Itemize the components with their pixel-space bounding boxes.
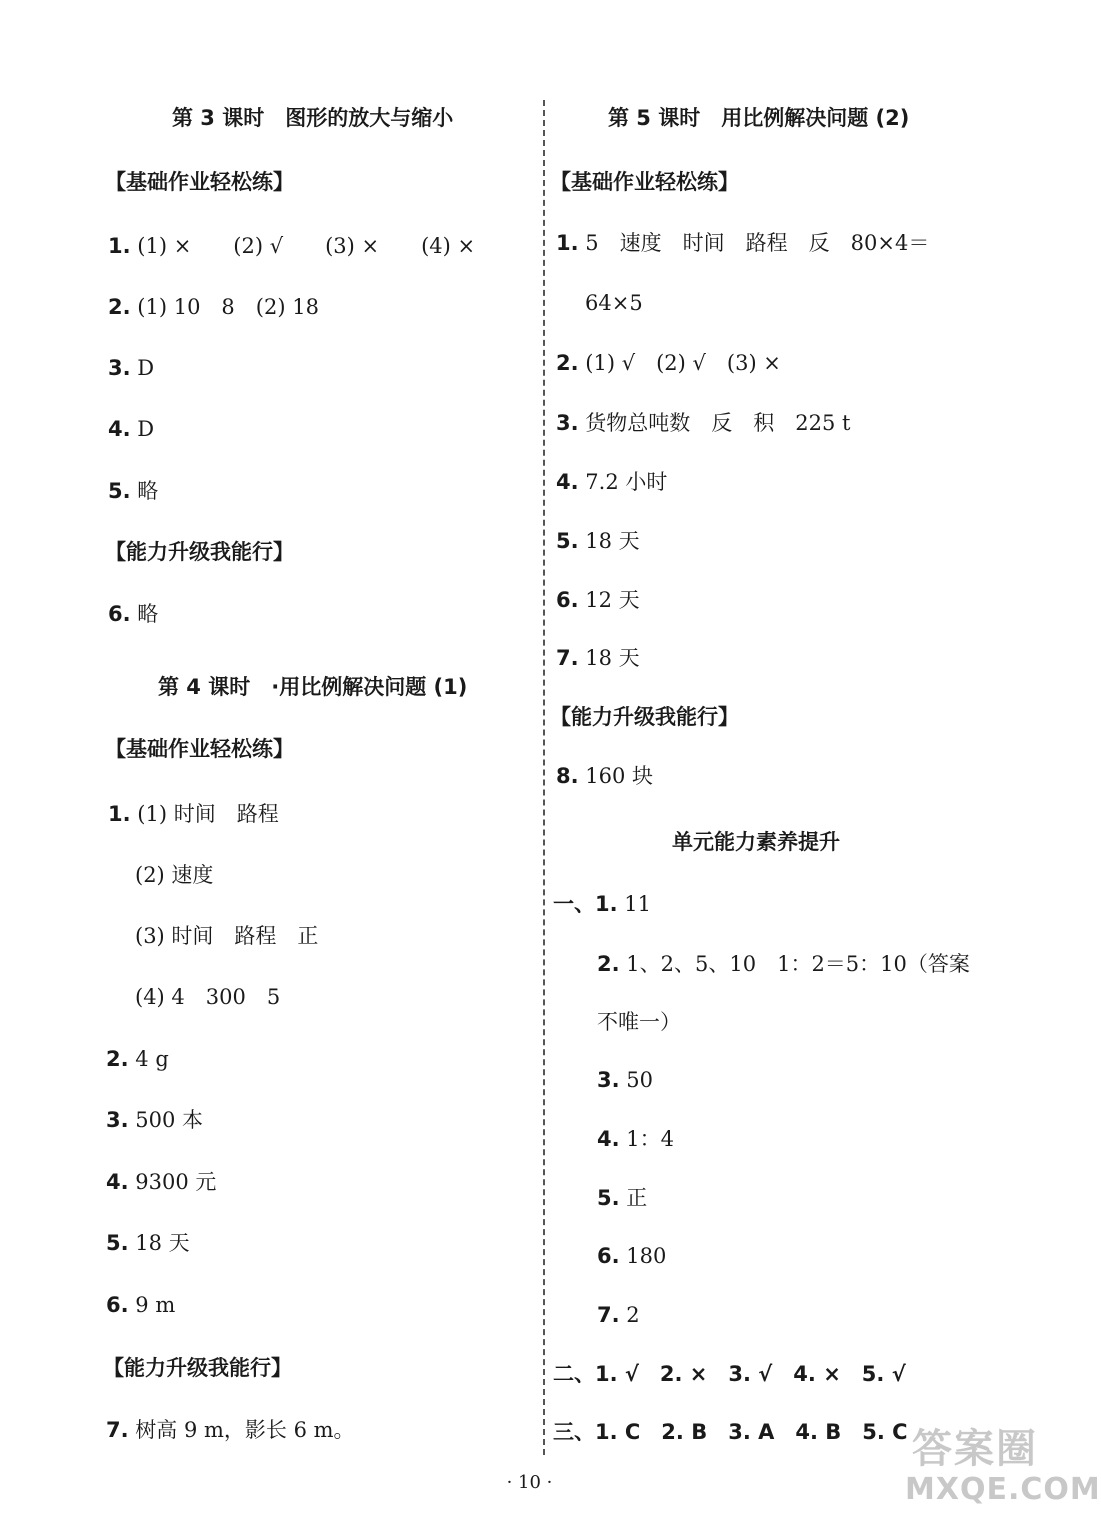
answer-text: (1) √ (2) √ (3) × <box>585 351 781 375</box>
question-number: 3. <box>556 411 579 435</box>
answer-text: 4 g <box>135 1047 169 1071</box>
page-number: · 10 · <box>506 1472 553 1493</box>
question-number: 5. <box>556 529 579 553</box>
l5-q7 <box>556 644 640 672</box>
l5-q1-cont: 64×5 <box>585 291 643 315</box>
lesson4-title: 第 4 课时 ·用比例解决问题 (1) <box>158 675 468 699</box>
l3-q2 <box>108 293 319 321</box>
answer-text: 正 <box>626 1186 648 1210</box>
question-number: 4. <box>108 417 131 441</box>
answer-text: 9300 元 <box>135 1170 217 1194</box>
question-number: 5. <box>106 1231 129 1255</box>
lesson4-basic-heading: 【基础作业轻松练】 <box>105 737 294 761</box>
question-number: 3. <box>106 1108 129 1132</box>
l3-q3 <box>108 354 154 382</box>
answer-text: 12 天 <box>585 588 640 612</box>
lesson3-ability-heading: 【能力升级我能行】 <box>105 540 294 564</box>
u1-q1 <box>553 890 651 918</box>
lesson4-ability-heading: 【能力升级我能行】 <box>103 1356 292 1380</box>
answer-text: 9 m <box>135 1293 176 1317</box>
answer-text: 5 速度 时间 路程 反 80×4＝ <box>585 231 930 255</box>
lesson3-basic-heading: 【基础作业轻松练】 <box>105 170 294 194</box>
l5-q1 <box>556 229 929 257</box>
question-number: 2. <box>556 351 579 375</box>
question-number: 4. <box>106 1170 129 1194</box>
l3-q1 <box>108 232 475 260</box>
l4-q3 <box>106 1106 203 1134</box>
answer-text: (1) × (2) √ (3) × (4) × <box>137 234 476 258</box>
question-number: 5. <box>597 1186 620 1210</box>
answer-text: 1、2、5、10 1：2＝5：10（答案 <box>626 952 970 976</box>
l4-q6 <box>106 1291 175 1319</box>
answer-text: D <box>137 417 155 441</box>
answer-text: (1) 10 8 (2) 18 <box>137 295 319 319</box>
l5-q5 <box>556 527 640 555</box>
answer-text: 50 <box>626 1068 654 1092</box>
l5-q8 <box>556 762 653 790</box>
answer-text: 2 <box>626 1303 640 1327</box>
question-number: 1. <box>108 802 131 826</box>
answer-text: 180 <box>626 1244 667 1268</box>
l4-q4 <box>106 1168 216 1196</box>
question-number: 6. <box>597 1244 620 1268</box>
column-divider <box>543 100 545 1455</box>
u1-q6 <box>597 1242 666 1270</box>
question-number: 3. <box>108 356 131 380</box>
l5-q4 <box>556 468 667 496</box>
question-number: 6. <box>556 588 579 612</box>
unit-title: 单元能力素养提升 <box>672 830 840 854</box>
answer-text: 500 本 <box>135 1108 204 1132</box>
watermark-text-top: 答案圈 <box>912 1426 1038 1472</box>
l4-q5 <box>106 1229 190 1257</box>
answer-text: 1：4 <box>626 1127 675 1151</box>
l5-q2 <box>556 349 781 377</box>
answer-text: 略 <box>137 602 159 626</box>
l5-q6 <box>556 586 640 614</box>
question-number: 3. <box>597 1068 620 1092</box>
answer-text: 7.2 小时 <box>585 470 668 494</box>
answer-text: D <box>137 356 155 380</box>
l4-q2 <box>106 1045 169 1073</box>
u3-answers: 三、1. C 2. B 3. A 4. B 5. C <box>553 1420 908 1444</box>
u1-q4 <box>597 1125 674 1153</box>
answer-text: 略 <box>137 479 159 503</box>
l4-q1-part3: (3) 时间 路程 正 <box>135 924 319 948</box>
l4-q7 <box>106 1416 355 1444</box>
question-number: 2. <box>597 952 620 976</box>
l3-q5 <box>108 477 158 505</box>
question-number: 6. <box>108 602 131 626</box>
question-number: 7. <box>106 1418 129 1442</box>
u1-q7 <box>597 1301 640 1329</box>
question-number: 4. <box>556 470 579 494</box>
u1-q3 <box>597 1066 653 1094</box>
watermark-logo <box>905 1426 1101 1526</box>
question-number: 一、1. <box>553 892 618 916</box>
question-number: 7. <box>597 1303 620 1327</box>
question-number: 2. <box>108 295 131 319</box>
question-number: 4. <box>597 1127 620 1151</box>
u1-q5 <box>597 1184 647 1212</box>
lesson5-title: 第 5 课时 用比例解决问题 (2) <box>608 106 910 130</box>
l4-q1-part4: (4) 4 300 5 <box>135 985 281 1009</box>
watermark-text-bottom: MXQE.COM <box>905 1472 1101 1507</box>
question-number: 5. <box>108 479 131 503</box>
l4-q1-part2: (2) 速度 <box>135 863 214 887</box>
answer-text: 18 天 <box>585 529 640 553</box>
u1-q2-cont: 不唯一） <box>597 1010 681 1034</box>
lesson5-basic-heading: 【基础作业轻松练】 <box>550 170 739 194</box>
question-number: 1. <box>108 234 131 258</box>
question-number: 7. <box>556 646 579 670</box>
l3-q6 <box>108 600 158 628</box>
question-number: 1. <box>556 231 579 255</box>
l5-q3 <box>556 409 850 437</box>
lesson5-ability-heading: 【能力升级我能行】 <box>550 705 739 729</box>
answer-text: 18 天 <box>585 646 640 670</box>
question-number: 2. <box>106 1047 129 1071</box>
answer-text: (1) 时间 路程 <box>137 802 279 826</box>
answer-text: 160 块 <box>585 764 654 788</box>
u2-answers: 二、1. √ 2. × 3. √ 4. × 5. √ <box>553 1362 906 1386</box>
lesson3-title: 第 3 课时 图形的放大与缩小 <box>172 106 454 130</box>
l3-q4 <box>108 415 154 443</box>
l4-q1 <box>108 800 279 828</box>
question-number: 6. <box>106 1293 129 1317</box>
answer-text: 树高 9 m，影长 6 m。 <box>135 1418 355 1442</box>
answer-text: 货物总吨数 反 积 225 t <box>585 411 851 435</box>
answer-text: 11 <box>624 892 652 916</box>
u1-q2 <box>597 950 970 978</box>
question-number: 8. <box>556 764 579 788</box>
answer-text: 18 天 <box>135 1231 190 1255</box>
